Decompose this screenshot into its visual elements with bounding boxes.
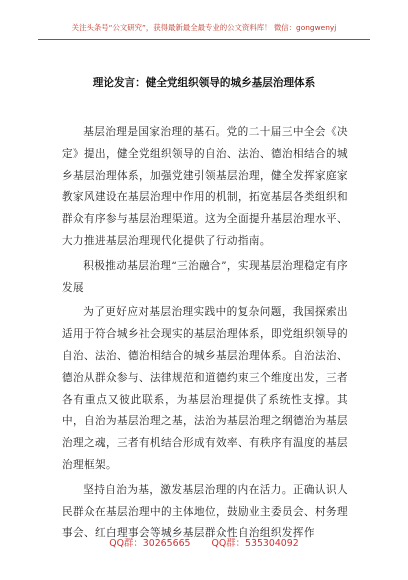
footer-qq-group-1: QQ群：30265665 bbox=[109, 538, 191, 549]
paragraph: 积极推动基层治理“三治融合”，实现基层治理稳定有序发展 bbox=[62, 259, 348, 294]
document-title: 理论发言：健全党组织领导的城乡基层治理体系 bbox=[92, 77, 316, 89]
paragraph: 坚持自治为基，激发基层治理的内在活力。正确认识人民群众在基层治理中的主体地位，鼓励业主委员会、村务理事会、红白理事会等城乡基层群众性自治组织发挥作 bbox=[62, 483, 348, 540]
paragraph: 基层治理是国家治理的基石。党的二十届三中全会《决定》提出，健全党组织领导的自治、法治、德治相结合的城乡基层治理体系，加强党建引领基层治理，健全发挥家庭家教家风建设在基层治理中作用的机制，拓宽基层各类组织和群众有序参与基层治理渠道。这为全面提升基层治理水平、大力推进基层治理现代化提供了行动指南。 bbox=[62, 126, 348, 247]
footer-qq-group-2: QQ群：535304092 bbox=[211, 538, 299, 549]
document-body bbox=[62, 122, 348, 548]
page-header-banner: 关注头条号“公文研究”，获得最新最全最专业的公文资料库！ 微信：gongwenyj bbox=[38, 22, 370, 40]
paragraph: 为了更好应对基层治理实践中的复杂问题，我国探索出适用于符合城乡社会现实的基层治理体系，即党组织领导的自治、法治、德治相结合的城乡基层治理体系。自治法治、德治从群众参与、法律规范和道德约束三个维度出发，三者各有重点又彼此联系，为基层治理提供了系统性支撑。其中，自治为基层治理之基，法治为基层治理之纲德治为基层治理之魂，三者有机结合形成有效率、有秩序有温度的基层治理框架。 bbox=[62, 306, 348, 471]
page-footer bbox=[0, 535, 408, 549]
